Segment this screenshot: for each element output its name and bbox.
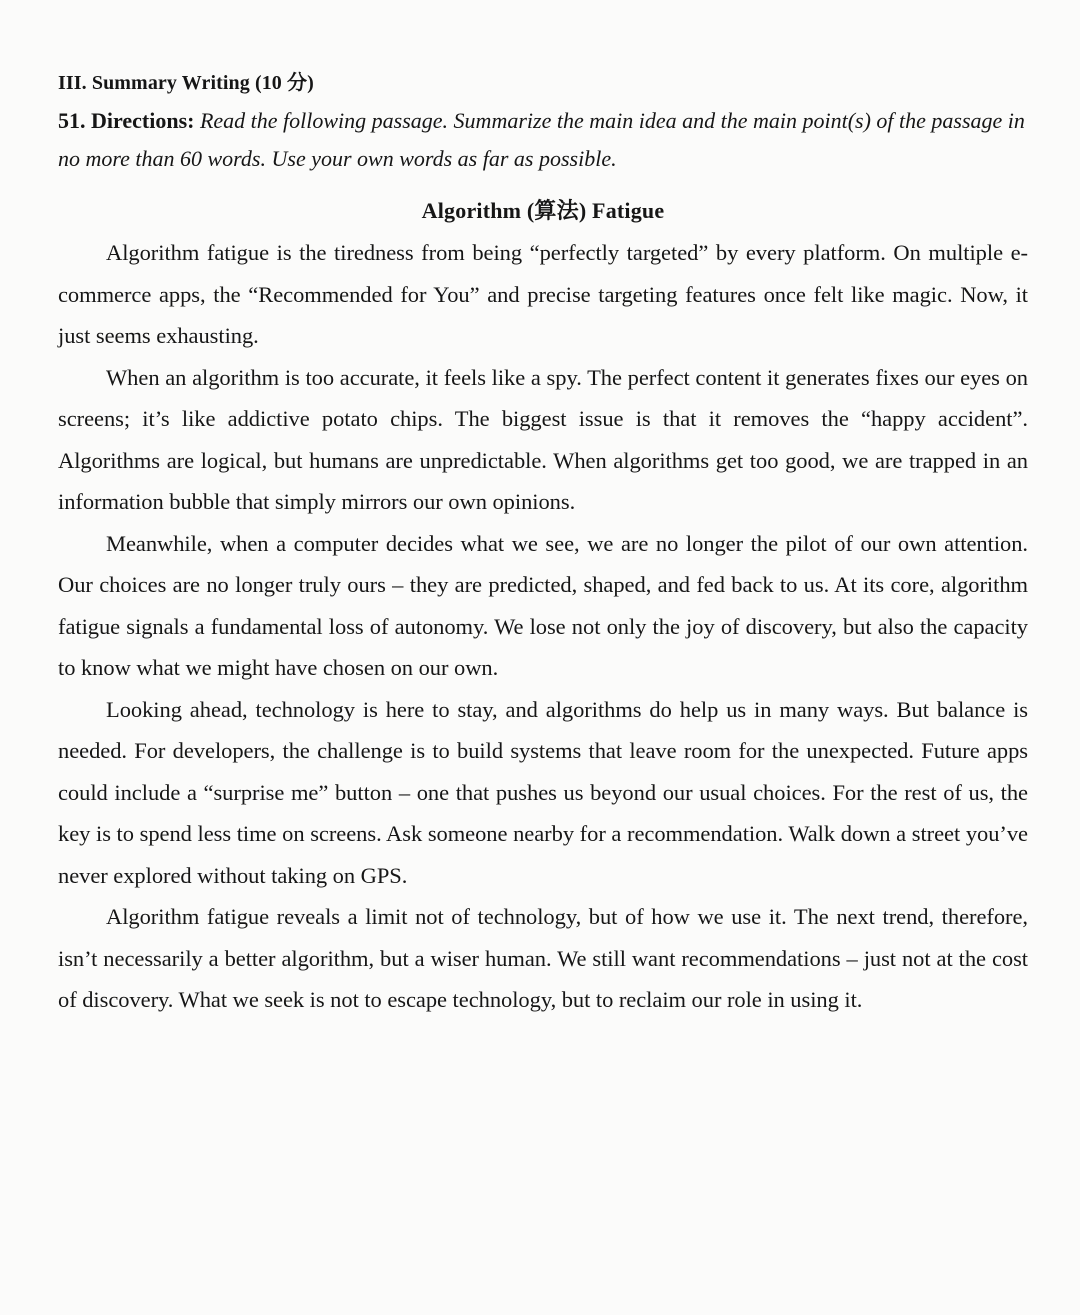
paragraph-1: Algorithm fatigue is the tiredness from being “perfectly targeted” by every platform. On multiple e-commerce apps, the “Recommended for You” and precise targeting features once felt like magic. Now, it just seems exhausting. [58,240,1028,348]
paragraph-5: Algorithm fatigue reveals a limit not of technology, but of how we use it. The next trend, therefore, isn’t necessarily a better algorithm, but a wiser human. We still want recommendations – just not at the cost of discovery. What we seek is not to escape technology, but to reclaim our role in using it. [58,904,1028,1012]
question-number: 51. Directions: [58,108,195,133]
paragraph-3: Meanwhile, when a computer decides what we see, we are no longer the pilot of our own attention. Our choices are no longer truly ours – they are predicted, shaped, and fed back to us. At its core, algorithm fatigue signals a fundamental loss of autonomy. We lose not only the joy of discovery, but also the capacity to know what we might have chosen on our own. [58,530,1028,680]
paragraph-2: When an algorithm is too accurate, it feels like a spy. The perfect content it generates fixes our eyes on screens; it’s like addictive potato chips. The biggest issue is that it removes the “happy accident”. Algorithms are logical, but humans are unpredictable. When algorithms get too good, we are trapped in an information bubble that simply mirrors our own opinions. [58,364,1028,514]
directions [58,102,1028,178]
section-heading: III. Summary Writing (10 分) [58,72,314,94]
directions-text: Read the following passage. Summarize the main idea and the main point(s) of the passage in no more than 60 words. Use your own words as far as possible. [58,108,1025,171]
passage-title: Algorithm (算法) Fatigue [421,198,665,223]
passage-body [58,232,1028,1021]
paragraph-4: Looking ahead, technology is here to stay, and algorithms do help us in many ways. But balance is needed. For developers, the challenge is to build systems that leave room for the unexpected. Future apps could include a “surprise me” button – one that pushes us beyond our usual choices. For the rest of us, the key is to spend less time on screens. Ask someone nearby for a recommendation. Walk down a street you’ve never explored without taking on GPS. [58,696,1028,888]
